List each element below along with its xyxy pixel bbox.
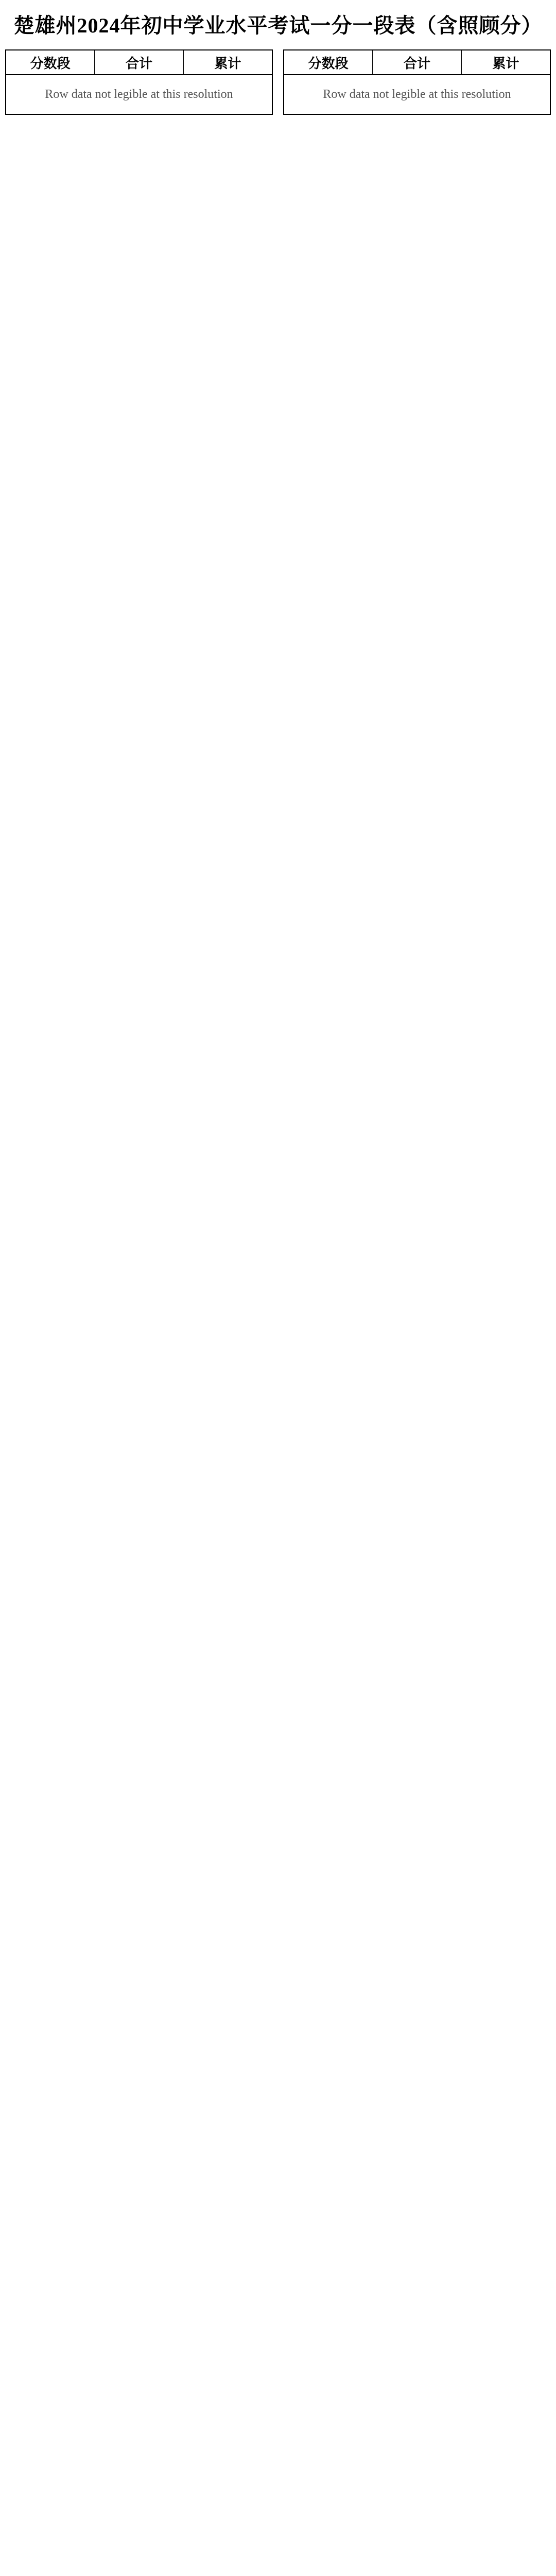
- header-count: 合计: [373, 50, 461, 74]
- score-table-right: [283, 49, 551, 115]
- header-score-range: 分数段: [6, 50, 95, 74]
- page-title: 楚雄州2024年初中学业水平考试一分一段表（含照顾分）: [13, 14, 543, 37]
- header-cumulative: 累计: [214, 56, 241, 71]
- table-header: [6, 50, 272, 75]
- score-table-left: [5, 49, 273, 115]
- rows-placeholder: Row data not legible at this resolution: [45, 88, 233, 101]
- table-header: [284, 50, 550, 75]
- rows-placeholder: Row data not legible at this resolution: [323, 88, 511, 101]
- header-cumulative: 累计: [492, 56, 519, 71]
- header-count: 合计: [95, 50, 183, 74]
- header-score-range: 分数段: [284, 50, 373, 74]
